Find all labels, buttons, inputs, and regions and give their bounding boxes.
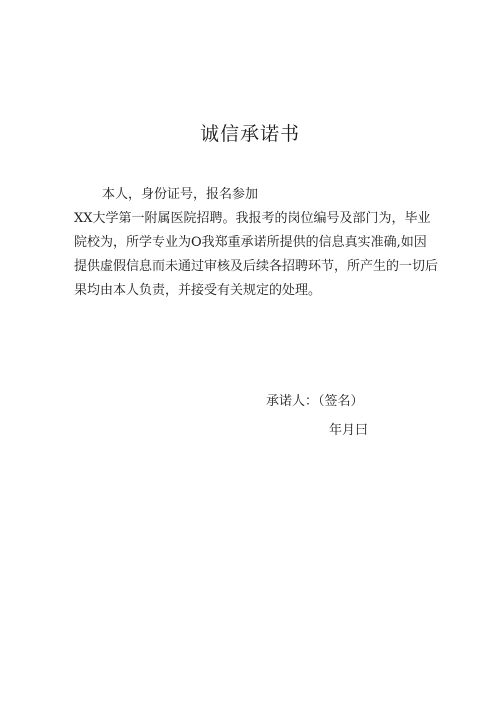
paragraph-line-5: 果均由本人负责，并接受有关规定的处理。 <box>74 283 322 298</box>
date-label: 年月曰 <box>329 423 369 438</box>
paragraph-line-1: 本人，身份证号，报名参加 <box>102 187 259 202</box>
signer-label: 承诺人：（签名） <box>266 394 364 409</box>
paragraph-line-4: 提供虚假信息而未通过审核及后续各招聘环节，所产生的一切后 <box>74 259 439 274</box>
document-title: 诚信承诺书 <box>199 123 300 145</box>
paragraph-line-2: XX大学第一附属医院招聘。我报考的岗位编号及部门为，毕业 <box>74 211 431 226</box>
paragraph-line-3: 院校为，所学专业为O我郑重承诺所提供的信息真实准确,如因 <box>74 235 427 250</box>
